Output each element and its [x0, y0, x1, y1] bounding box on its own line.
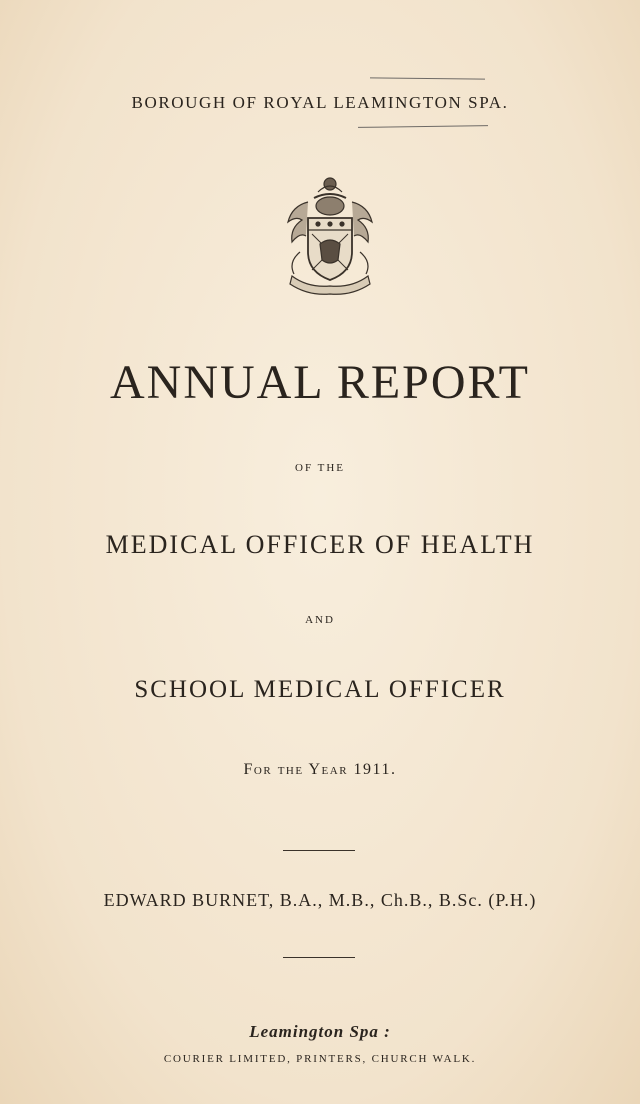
report-title: ANNUAL REPORT	[109, 356, 530, 409]
and-text: AND	[305, 614, 335, 626]
borough-heading: BOROUGH OF ROYAL LEAMINGTON SPA.	[131, 93, 509, 112]
divider-top	[283, 850, 355, 851]
imprint-place: Leamington Spa :	[249, 1022, 391, 1041]
report-year: For the Year 1911.	[243, 761, 397, 778]
medical-officer-heading: MEDICAL OFFICER OF HEALTH	[105, 530, 535, 559]
pencil-mark-top	[370, 77, 485, 79]
of-the-text: OF THE	[295, 462, 345, 474]
author-name: EDWARD BURNET, B.A., M.B., Ch.B., B.Sc. (P.H.)	[103, 890, 537, 910]
coat-of-arms-icon	[278, 172, 382, 298]
divider-bottom	[283, 957, 355, 958]
imprint-printer: COURIER LIMITED, PRINTERS, CHURCH WALK.	[163, 1053, 477, 1065]
pencil-mark-underline	[358, 125, 488, 128]
school-medical-officer-heading: SCHOOL MEDICAL OFFICER	[134, 676, 506, 703]
